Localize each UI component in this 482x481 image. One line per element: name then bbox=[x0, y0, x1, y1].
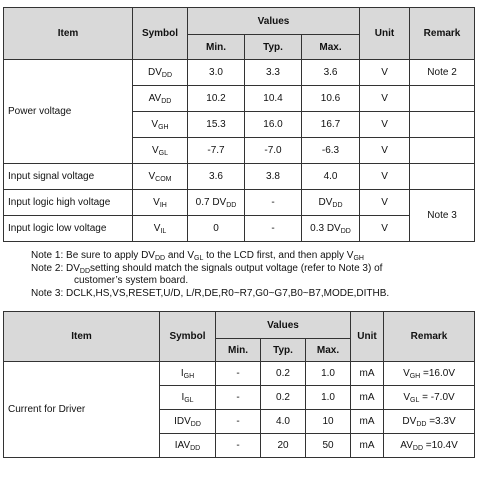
note-3: Note 3: DCLK,HS,VS,RESET,U/D, L/R,DE,R0~R7,G0~G7,B0~B7,MODE,DITHB. bbox=[31, 287, 390, 299]
max-cell: $DV_{DD}$ bbox=[302, 190, 360, 216]
unit-cell: mA bbox=[351, 434, 384, 458]
max-cell: 10 bbox=[306, 410, 351, 434]
note-1: Note 1: Be sure to apply $DV_{DD}$ and $V_{GL}$ to the LCD first, and then apply $V_{GH}$ bbox=[31, 250, 364, 262]
min-cell: 0 bbox=[188, 216, 245, 242]
unit-cell: V bbox=[360, 164, 410, 190]
unit-cell: V bbox=[360, 138, 410, 164]
min-cell: 15.3 bbox=[188, 112, 245, 138]
symbol-cell: $V_{GL}$ bbox=[133, 138, 188, 164]
remark-cell: $V_{GH} =16.0V$ bbox=[384, 362, 475, 386]
header-item: Item bbox=[4, 8, 133, 60]
header-max: Max. bbox=[306, 339, 351, 362]
remark-cell: $V_{GL} = -7.0V$ bbox=[384, 386, 475, 410]
min-cell: - bbox=[216, 434, 261, 458]
max-cell: 4.0 bbox=[302, 164, 360, 190]
typ-cell: 4.0 bbox=[261, 410, 306, 434]
item-cell: Input logic low voltage bbox=[4, 216, 133, 242]
symbol-cell: $I_{GH}$ bbox=[160, 362, 216, 386]
min-cell: - bbox=[216, 386, 261, 410]
table-row bbox=[4, 164, 475, 190]
typ-cell: 3.8 bbox=[245, 164, 302, 190]
max-cell: 50 bbox=[306, 434, 351, 458]
header-values: Values bbox=[188, 8, 360, 35]
item-cell: Input signal voltage bbox=[4, 164, 133, 190]
typ-cell: -7.0 bbox=[245, 138, 302, 164]
header-min: Min. bbox=[188, 35, 245, 60]
min-cell: 3.0 bbox=[188, 60, 245, 86]
max-cell: 16.7 bbox=[302, 112, 360, 138]
symbol-cell: $V_{GH}$ bbox=[133, 112, 188, 138]
typ-cell: 3.3 bbox=[245, 60, 302, 86]
note-2: Note 2: $DV_{DD}setting$ should match the signals output voltage (refer to Note 3) of bbox=[31, 262, 383, 275]
header-typ: Typ. bbox=[261, 339, 306, 362]
unit-cell: V bbox=[360, 60, 410, 86]
symbol-cell: $V_{IL}$ bbox=[133, 216, 188, 242]
notes-block bbox=[31, 250, 476, 300]
header-max: Max. bbox=[302, 35, 360, 60]
table-row bbox=[4, 216, 475, 242]
group-power-voltage: Power voltage bbox=[4, 60, 133, 164]
symbol-cell: $I_{GL}$ bbox=[160, 386, 216, 410]
typ-cell: 0.2 bbox=[261, 362, 306, 386]
item-cell: Input logic high voltage bbox=[4, 190, 133, 216]
min-cell: 0.7 $DV_{DD}$ bbox=[188, 190, 245, 216]
typ-cell: - bbox=[245, 190, 302, 216]
header-remark: Remark bbox=[410, 8, 475, 60]
remark-cell bbox=[410, 86, 475, 112]
symbol-cell: $IDV_{DD}$ bbox=[160, 410, 216, 434]
note-2-continued: customer’s system board. bbox=[74, 275, 189, 286]
remark-cell bbox=[410, 164, 475, 190]
remark-cell: Note 2 bbox=[410, 60, 475, 86]
remark-cell bbox=[410, 112, 475, 138]
max-cell: 10.6 bbox=[302, 86, 360, 112]
min-cell: -7.7 bbox=[188, 138, 245, 164]
typ-cell: 20 bbox=[261, 434, 306, 458]
typ-cell: 10.4 bbox=[245, 86, 302, 112]
remark-cell: $DV_{DD} =3.3V$ bbox=[384, 410, 475, 434]
header-symbol: Symbol bbox=[133, 8, 188, 60]
max-cell: 1.0 bbox=[306, 386, 351, 410]
unit-cell: mA bbox=[351, 386, 384, 410]
min-cell: 3.6 bbox=[188, 164, 245, 190]
electrical-characteristics-table bbox=[3, 7, 475, 242]
max-cell: -6.3 bbox=[302, 138, 360, 164]
group-current-for-driver: Current for Driver bbox=[4, 362, 160, 458]
unit-cell: V bbox=[360, 190, 410, 216]
header-values: Values bbox=[216, 312, 351, 339]
symbol-cell: $V_{COM}$ bbox=[133, 164, 188, 190]
unit-cell: V bbox=[360, 216, 410, 242]
typ-cell: 0.2 bbox=[261, 386, 306, 410]
max-cell: 0.3 $DV_{DD}$ bbox=[302, 216, 360, 242]
typ-cell: 16.0 bbox=[245, 112, 302, 138]
remark-cell bbox=[410, 138, 475, 164]
header-unit: Unit bbox=[360, 8, 410, 60]
driver-current-table bbox=[3, 311, 475, 458]
symbol-cell: $DV_{DD}$ bbox=[133, 60, 188, 86]
header-item: Item bbox=[4, 312, 160, 362]
symbol-cell: $IAV_{DD}$ bbox=[160, 434, 216, 458]
max-cell: 3.6 bbox=[302, 60, 360, 86]
header-remark: Remark bbox=[384, 312, 475, 362]
header-typ: Typ. bbox=[245, 35, 302, 60]
header-symbol: Symbol bbox=[160, 312, 216, 362]
unit-cell: V bbox=[360, 112, 410, 138]
table-row bbox=[4, 60, 475, 86]
symbol-cell: $AV_{DD}$ bbox=[133, 86, 188, 112]
unit-cell: mA bbox=[351, 410, 384, 434]
unit-cell: mA bbox=[351, 362, 384, 386]
min-cell: 10.2 bbox=[188, 86, 245, 112]
min-cell: - bbox=[216, 362, 261, 386]
header-unit: Unit bbox=[351, 312, 384, 362]
typ-cell: - bbox=[245, 216, 302, 242]
table-row bbox=[4, 190, 475, 216]
min-cell: - bbox=[216, 410, 261, 434]
remark-cell: Note 3 bbox=[410, 190, 475, 242]
max-cell: 1.0 bbox=[306, 362, 351, 386]
unit-cell: V bbox=[360, 86, 410, 112]
table-row bbox=[4, 362, 475, 386]
remark-cell: $AV_{DD} =10.4V$ bbox=[384, 434, 475, 458]
header-min: Min. bbox=[216, 339, 261, 362]
symbol-cell: $V_{IH}$ bbox=[133, 190, 188, 216]
